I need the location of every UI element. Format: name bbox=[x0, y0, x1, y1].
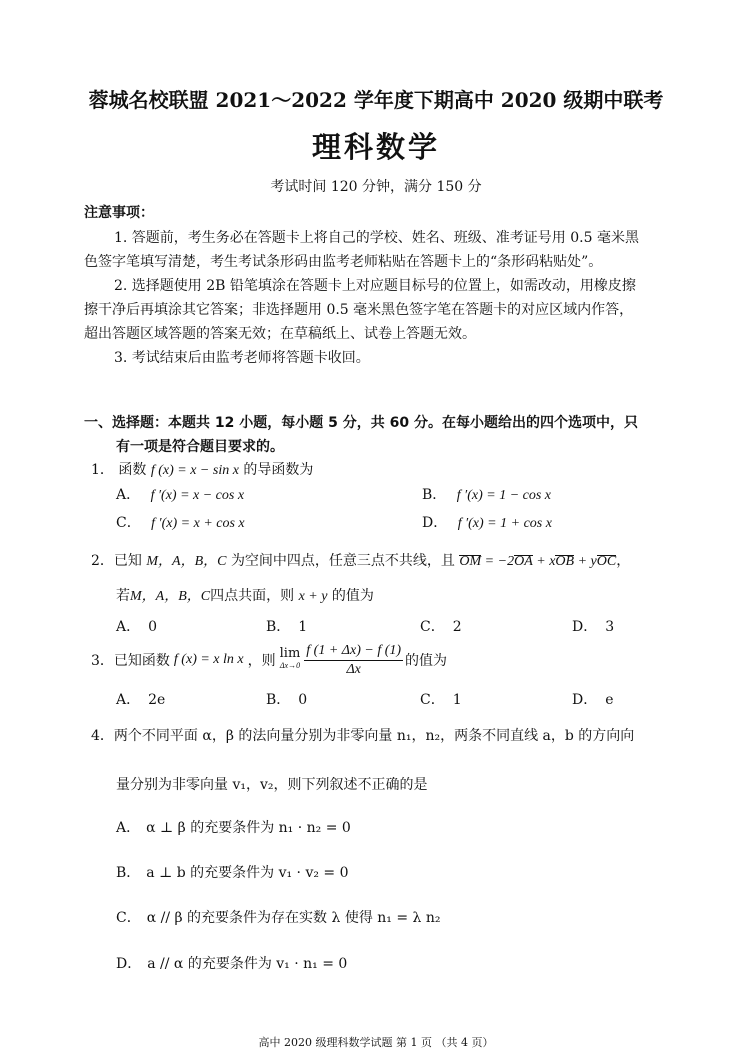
option-label: B． bbox=[266, 692, 291, 708]
option-label: B． bbox=[422, 487, 447, 503]
option-b bbox=[116, 862, 349, 882]
option-text: f ′(x) = 1 + cos x bbox=[457, 516, 552, 531]
option-text: 0 bbox=[298, 692, 308, 708]
option-text: 0 bbox=[148, 619, 158, 635]
question-text: 已知函数 bbox=[113, 653, 170, 669]
section-heading-cont: 有一项是符合题目要求的。 bbox=[116, 439, 284, 455]
question-4 bbox=[91, 725, 634, 745]
exam-title: 蓉城名校联盟 2021～2022 学年度下期高中 2020 级期中联考 bbox=[88, 88, 664, 112]
question-text: 两个不同平面 α，β 的法向量分别为非零向量 n₁，n₂，两条不同直线 a，b 的方向向 bbox=[113, 728, 635, 744]
option-c bbox=[116, 907, 441, 927]
option-text: 1 bbox=[452, 692, 462, 708]
option-c bbox=[420, 689, 462, 709]
option-d bbox=[422, 512, 552, 532]
notice-line: 色签字笔填写清楚，考生考试条形码由监考老师粘贴在答题卡上的“条形码粘贴处”。 bbox=[84, 254, 603, 270]
question-3 bbox=[91, 640, 447, 680]
vector-oa: OA bbox=[514, 554, 533, 569]
option-b bbox=[266, 689, 307, 709]
option-text: f ′(x) = x + cos x bbox=[151, 516, 245, 531]
math-expression: f (x) = x − sin x bbox=[150, 463, 239, 478]
question-1 bbox=[91, 459, 313, 479]
option-label: D． bbox=[572, 692, 598, 708]
option-label: A． bbox=[116, 692, 141, 708]
question-4-line2: 量分别为非零向量 v₁，v₂，则下列叙述不正确的是 bbox=[116, 777, 428, 793]
math-op: + x bbox=[532, 554, 556, 569]
option-label: A． bbox=[116, 820, 141, 836]
math-points: M，A，B，C bbox=[146, 554, 227, 569]
section-heading: 一、选择题：本题共 12 小题，每小题 5 分，共 60 分。在每小题给出的四个选项中，只 bbox=[84, 415, 638, 431]
question-number: 1． bbox=[91, 462, 114, 478]
option-a bbox=[116, 616, 157, 636]
question-text: 的值为 bbox=[331, 588, 374, 604]
option-text: 3 bbox=[605, 619, 615, 635]
notice-heading: 注意事项： bbox=[84, 205, 154, 221]
option-label: D． bbox=[422, 515, 448, 531]
option-c bbox=[420, 616, 462, 636]
option-text: a // α 的充要条件为 v₁ · n₁ = 0 bbox=[147, 956, 348, 972]
option-label: A． bbox=[116, 619, 141, 635]
question-text: 函数 bbox=[118, 462, 147, 478]
fraction-denominator: Δx bbox=[346, 661, 361, 677]
question-text: 四点共面，则 bbox=[210, 588, 295, 604]
option-text: f ′(x) = x − cos x bbox=[150, 488, 245, 503]
notice-line: 2. 选择题使用 2B 铅笔填涂在答题卡上对应题目标号的位置上，如需改动，用橡皮擦 bbox=[114, 278, 636, 294]
option-label: B． bbox=[266, 619, 291, 635]
question-text: 的导函数为 bbox=[243, 462, 314, 478]
option-text: 2 bbox=[452, 619, 462, 635]
limit-subscript: Δx→0 bbox=[279, 661, 301, 670]
option-text: α ⊥ β 的充要条件为 n₁ · n₂ = 0 bbox=[146, 820, 351, 836]
fraction-numerator: f (1 + Δx) − f (1) bbox=[304, 642, 403, 661]
option-text: e bbox=[605, 692, 614, 708]
question-2 bbox=[91, 550, 630, 570]
math-expression: f (x) = x ln x bbox=[173, 652, 244, 667]
limit-operator bbox=[280, 648, 301, 672]
notice-line: 超出答题区域答题的答案无效；在草稿纸上、试卷上答题无效。 bbox=[84, 326, 476, 342]
question-2-line2 bbox=[116, 585, 374, 605]
option-d bbox=[572, 689, 614, 709]
question-number: 4． bbox=[91, 728, 114, 744]
notice-line: 1. 答题前，考生务必在答题卡上将自己的学校、姓名、班级、准考证号用 0.5 毫米黑 bbox=[114, 230, 639, 246]
exam-info: 考试时间 120 分钟，满分 150 分 bbox=[270, 179, 482, 195]
option-a bbox=[116, 817, 351, 837]
notice-line: 擦干净后再填涂其它答案；非选择题用 0.5 毫米黑色签字笔在答题卡的对应区域内作答， bbox=[84, 302, 634, 318]
option-text: 1 bbox=[298, 619, 308, 635]
question-text: 的值为 bbox=[405, 653, 448, 669]
option-label: A． bbox=[116, 487, 141, 503]
option-text: α // β 的充要条件为存在实数 λ 使得 n₁ = λ n₂ bbox=[146, 910, 441, 926]
option-text: 2e bbox=[148, 692, 166, 708]
question-text: ，则 bbox=[247, 653, 276, 669]
option-label: D． bbox=[572, 619, 598, 635]
option-label: C． bbox=[420, 692, 445, 708]
option-text: f ′(x) = 1 − cos x bbox=[456, 488, 552, 503]
option-label: C． bbox=[116, 910, 141, 926]
math-op: = −2 bbox=[481, 554, 515, 569]
option-d bbox=[116, 953, 347, 973]
option-text: a ⊥ b 的充要条件为 v₁ · v₂ = 0 bbox=[146, 865, 349, 881]
option-d bbox=[572, 616, 614, 636]
question-text: 为空间中四点，任意三点不共线，且 bbox=[230, 553, 455, 569]
notice-line: 3. 考试结束后由监考老师将答题卡收回。 bbox=[114, 350, 370, 366]
question-text: 已知 bbox=[113, 553, 142, 569]
question-number: 2． bbox=[91, 553, 114, 569]
page-footer: 高中 2020 级理科数学试题 第 1 页 （共 4 页） bbox=[258, 1036, 494, 1049]
option-b bbox=[422, 484, 551, 504]
math-points: M，A，B，C bbox=[130, 589, 211, 604]
option-a bbox=[116, 689, 165, 709]
math-expression: x + y bbox=[298, 589, 328, 604]
limit-text: lim bbox=[279, 646, 301, 661]
punctuation: ， bbox=[616, 553, 631, 569]
vector-ob: OB bbox=[555, 554, 575, 569]
subject-title: 理科数学 bbox=[311, 130, 440, 164]
vector-om: OM bbox=[459, 554, 482, 569]
question-number: 3． bbox=[91, 653, 114, 669]
option-label: C． bbox=[116, 515, 141, 531]
fraction bbox=[304, 642, 403, 679]
vector-oc: OC bbox=[596, 554, 617, 569]
option-a bbox=[116, 484, 244, 504]
option-label: D． bbox=[116, 956, 142, 972]
option-label: B． bbox=[116, 865, 141, 881]
vector-equation bbox=[459, 554, 616, 569]
option-c bbox=[116, 512, 245, 532]
math-op: + y bbox=[574, 554, 597, 569]
question-text: 若 bbox=[116, 588, 130, 604]
option-b bbox=[266, 616, 307, 636]
option-label: C． bbox=[420, 619, 445, 635]
